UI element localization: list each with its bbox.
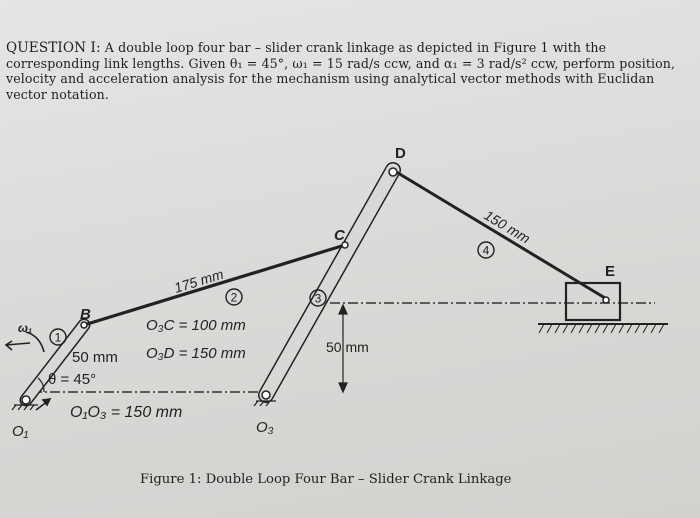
pin-d [389, 168, 397, 176]
pin-o3 [262, 391, 270, 399]
link-number-4-text: 4 [482, 243, 490, 258]
question-body: A double loop four bar – slider crank linkage as depicted in Figure 1 with the corresponding link lengths. Given θ₁ = 45°, ω₁ = 15 rad/s ccw, and α₁ = 3 rad/s² ccw, perform position, velocity and acceleration analysis for the mechanism using analytical vector methods with Euclidan vector notation. [6, 40, 676, 102]
label-o3d: O₃D = 150 mm [146, 345, 246, 362]
slider-ground-hatch-icon [539, 324, 664, 333]
label-link2-length: 175 mm [172, 265, 226, 296]
label-o1: O₁ [12, 423, 29, 440]
link-number-2-text: 2 [230, 290, 238, 305]
link-4-rod [393, 170, 605, 298]
pin-o1 [22, 396, 30, 404]
label-d: D [395, 145, 406, 162]
link-number-1 [50, 329, 66, 345]
link-number-1-text: 1 [54, 330, 62, 345]
link-number-2 [226, 289, 242, 305]
label-c: C [334, 227, 345, 244]
label-e: E [605, 263, 616, 280]
label-offset: 50 mm [326, 339, 369, 355]
question-heading: QUESTION I: [6, 40, 101, 56]
label-o3c: O₃C = 100 mm [146, 317, 246, 334]
link-number-4 [478, 242, 494, 258]
label-link4-length: 150 mm [481, 206, 534, 247]
label-theta: θ = 45° [48, 371, 97, 388]
omega-arrow-icon [6, 332, 44, 352]
figure-caption: Figure 1: Double Loop Four Bar – Slider Crank Linkage [140, 472, 512, 487]
pin-e [603, 297, 609, 303]
alpha-arrow-icon [36, 399, 50, 410]
link-3-bar [266, 170, 393, 395]
label-link1-length: 50 mm [72, 349, 118, 366]
label-omega: ω₁ [18, 321, 33, 335]
slider-block-e [566, 283, 620, 320]
label-o3: O₃ [256, 419, 274, 436]
label-b: B [80, 306, 91, 323]
label-o1o3: O₁O₃ = 150 mm [70, 404, 183, 421]
link-number-3-text: 3 [314, 291, 322, 306]
